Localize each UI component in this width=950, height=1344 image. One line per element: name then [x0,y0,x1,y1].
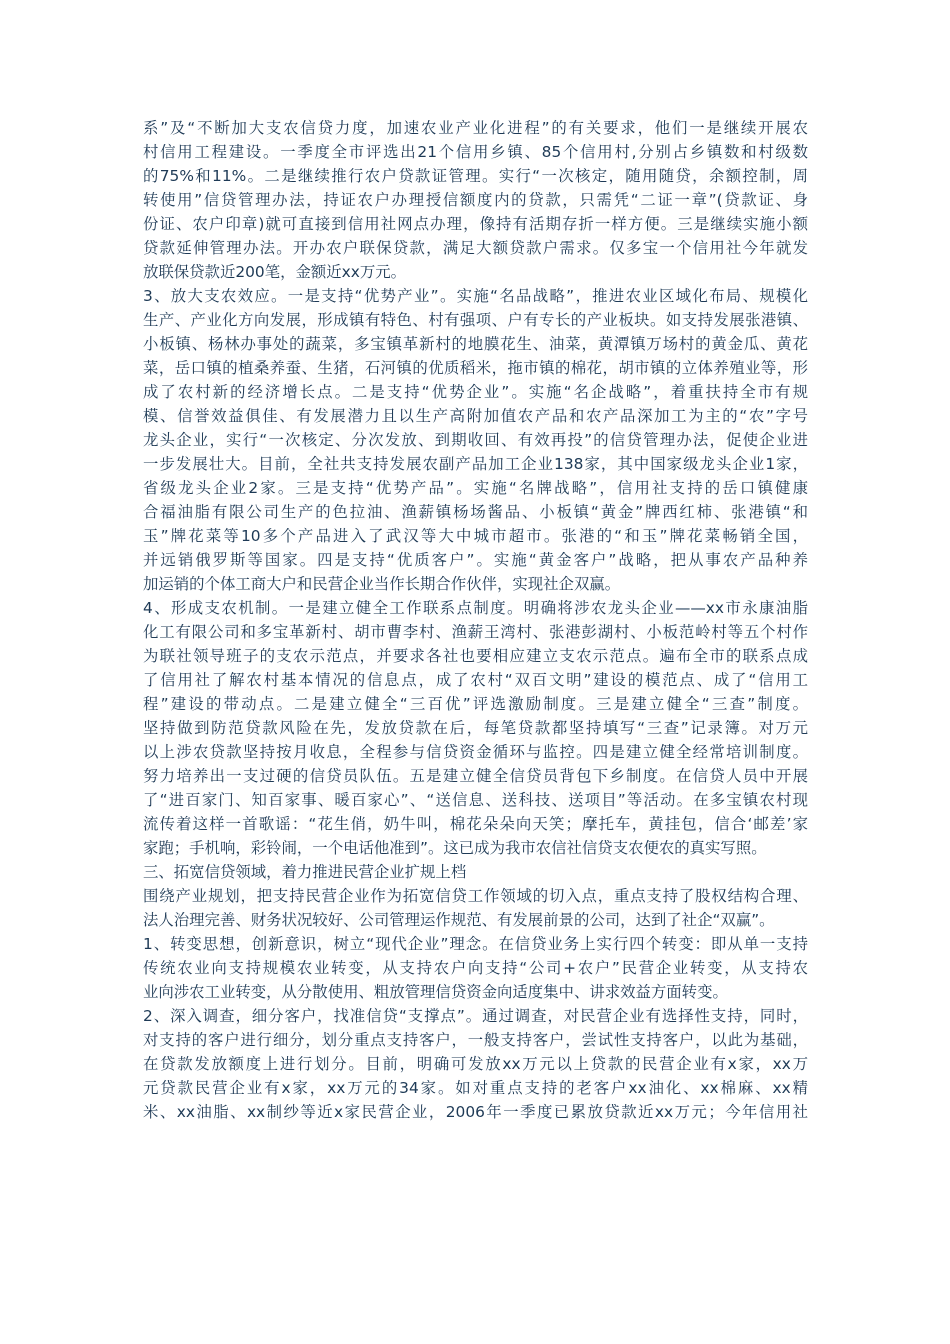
text-line: 转使用”信贷管理办法，持证农户办理授信额度内的贷款，只需凭“二证一章”(贷款证、身 [143,191,808,209]
paragraph [143,860,808,884]
paragraph [143,932,808,1004]
paragraph [143,884,808,932]
text-line: 3、放大支农效应。一是支持“优势产业”。实施“名品战略”，推进农业区域化布局、规模化 [143,287,808,305]
text-line: 了信用社了解农村基本情况的信息点，成了农村“双百文明”建设的模范点、成了“信用工 [143,671,808,689]
text-line: 份证、农户印章)就可直接到信用社网点办理，像持有活期存折一样方便。三是继续实施小额 [143,215,808,233]
text-line: 模、信誉效益俱佳、有发展潜力且以生产高附加值农产品和农产品深加工为主的“农”字号 [143,407,808,425]
text-line: 对支持的客户进行细分，划分重点支持客户，一般支持客户，尝试性支持客户，以此为基础， [143,1031,808,1049]
text-line: 家跑；手机响，彩铃闹，一个电话他准到”。这已成为我市农信社信贷支农便农的真实写照。 [143,839,767,857]
text-line: 成了农村新的经济增长点。二是支持“优势企业”。实施“名企战略”，着重扶持全市有规 [143,383,808,401]
text-line: 生产、产业化方向发展，形成镇有特色、村有强项、户有专长的产业板块。如支持发展张港镇、 [143,311,808,329]
text-line: 并远销俄罗斯等国家。四是支持“优质客户”。实施“黄金客户”战略，把从事农产品种养 [143,551,808,569]
text-line: 加运销的个体工商大户和民营企业当作长期合作伙伴，实现社企双赢。 [143,575,621,593]
text-line: 以上涉农贷款坚持按月收息，全程参与信贷资金循环与监控。四是建立健全经常培训制度。 [143,743,808,761]
text-line: 坚持做到防范贷款风险在先，发放贷款在后，每笔贷款都坚持填写“三查”记录簿。对万元 [143,719,808,737]
text-line: 的75%和11%。二是继续推行农户贷款证管理。实行“一次核定，随用随贷，余额控制，周 [143,167,808,185]
text-line: 村信用工程建设。一季度全市评选出21个信用乡镇、85个信用村,分别占乡镇数和村级数 [143,143,808,161]
text-line: 业向涉农工业转变，从分散使用、粗放管理信贷资金向适度集中、讲求效益方面转变。 [143,983,728,1001]
text-line: 2、深入调查，细分客户，找准信贷“支撑点”。通过调查，对民营企业有选择性支持，同时， [143,1007,808,1025]
text-line: 为联社领导班子的支农示范点，并要求各社也要相应建立支农示范点。遍布全市的联系点成 [143,647,808,665]
text-line: 龙头企业，实行“一次核定、分次发放、到期收回、有效再投”的信贷管理办法，促使企业进 [143,431,808,449]
text-line: 元贷款民营企业有x家，xx万元的34家。如对重点支持的老客户xx油化、xx棉麻、xx精 [143,1079,808,1097]
text-line: 1、转变思想，创新意识，树立“现代企业”理念。在信贷业务上实行四个转变：即从单一支持 [143,935,808,953]
text-line: 合福油脂有限公司生产的色拉油、渔薪镇杨场酱品、小板镇“黄金”牌西红柿、张港镇“和 [143,503,808,521]
text-line: 省级龙头企业2家。三是支持“优势产品”。实施“名牌战略”，信用社支持的岳口镇健康 [143,479,808,497]
text-line: 了“进百家门、知百家事、暖百家心”、“送信息、送科技、送项目”等活动。在多宝镇农村现 [143,791,808,809]
text-line: 法人治理完善、财务状况较好、公司管理运作规范、有发展前景的公司，达到了社企“双赢”。 [143,911,775,929]
text-line: 贷款延伸管理办法。开办农户联保贷款，满足大额贷款户需求。仅多宝一个信用社今年就发 [143,239,808,257]
text-line: 小板镇、杨林办事处的蔬菜，多宝镇革新村的地膜花生、油菜，黄潭镇万场村的黄金瓜、黄花 [143,335,808,353]
text-line: 三、拓宽信贷领域，着力推进民营企业扩规上档 [143,863,467,881]
text-line: 传统农业向支持规模农业转变，从支持农户向支持“公司+农户”民营企业转变，从支持农 [143,959,808,977]
text-line: 在贷款发放额度上进行划分。目前，明确可发放xx万元以上贷款的民营企业有x家，xx万 [143,1055,808,1073]
text-line: 4、形成支农机制。一是建立健全工作联系点制度。明确将涉农龙头企业——xx市永康油脂 [143,599,808,617]
paragraph [143,1004,808,1124]
text-line: 程”建设的带动点。二是建立健全“三百优”评选激励制度。三是建立健全“三查”制度。 [143,695,808,713]
paragraph [143,284,808,596]
text-line: 化工有限公司和多宝革新村、胡市曹李村、渔薪王湾村、张港彭湖村、小板范岭村等五个村作 [143,623,808,641]
text-line: 努力培养出一支过硬的信贷员队伍。五是建立健全信贷员背包下乡制度。在信贷人员中开展 [143,767,808,785]
paragraph [143,596,808,860]
paragraph [143,116,808,284]
text-line: 围绕产业规划，把支持民营企业作为拓宽信贷工作领域的切入点，重点支持了股权结构合理、 [143,887,808,905]
text-line: 流传着这样一首歌谣：“花生俏，奶牛叫，棉花朵朵向天笑；摩托车，黄挂包，信合‘邮差’家 [143,815,808,833]
document-page [143,116,808,1124]
text-line: 一步发展壮大。目前，全社共支持发展农副产品加工企业138家，其中国家级龙头企业1家， [143,455,808,473]
text-line: 菜，岳口镇的植桑养蚕、生猪，石河镇的优质稻米，拖市镇的棉花，胡市镇的立体养殖业等，形 [143,359,808,377]
text-line: 系”及“不断加大支农信贷力度，加速农业产业化进程”的有关要求，他们一是继续开展农 [143,119,808,137]
text-line: 米、xx油脂、xx制纱等近x家民营企业，2006年一季度已累放贷款近xx万元；今年信用社 [143,1103,808,1121]
text-line: 玉”牌花菜等10多个产品进入了武汉等大中城市超市。张港的“和玉”牌花菜畅销全国， [143,527,808,545]
text-line: 放联保贷款近200笔，金额近xx万元。 [143,263,407,281]
